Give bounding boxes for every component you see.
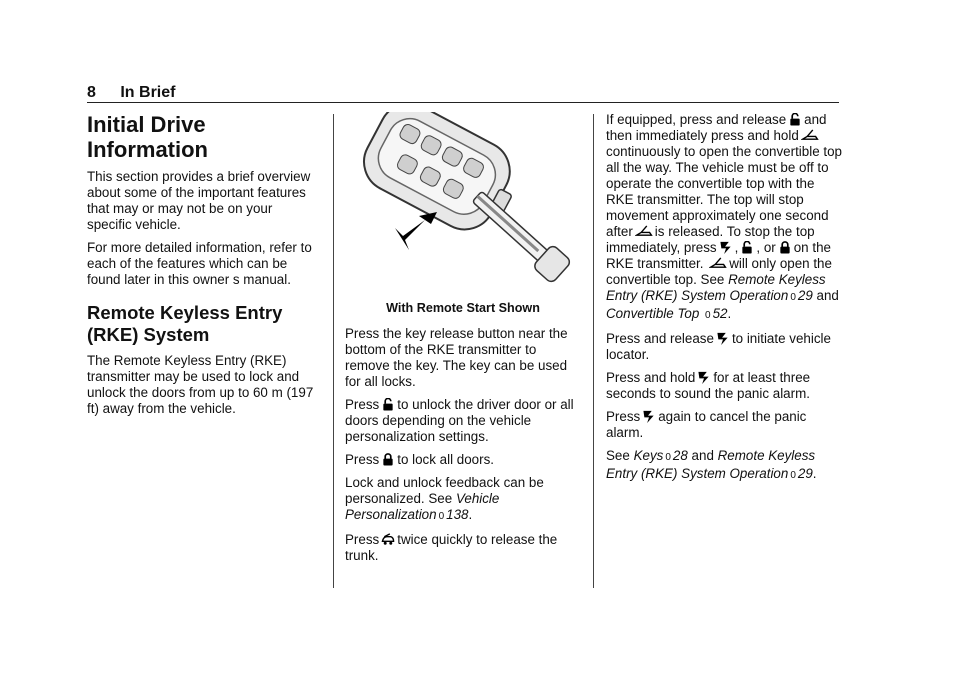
trunk-text-b: twice quickly to release the trunk. [345, 532, 558, 563]
convertible-top-icon [635, 225, 653, 238]
page-title-line-2: Information [87, 137, 208, 162]
vehicle-locator-panic-icon [642, 410, 656, 423]
key-fob-illustration [345, 112, 581, 294]
figure-caption: With Remote Start Shown [386, 301, 540, 315]
conv-text-f: , or [756, 240, 776, 255]
convertible-paragraph [606, 112, 842, 324]
column-2 [345, 112, 581, 571]
column-1 [87, 112, 319, 424]
page-ref[interactable]: 29 [797, 288, 813, 303]
lock-text-a: Press [345, 452, 380, 467]
detail-paragraph: For more detailed information, refer to each of the features which can be found later in this owner s manual. [87, 240, 312, 287]
rke-heading [87, 302, 319, 346]
panic-text-a: Press and hold [606, 370, 696, 385]
and-text: and [816, 288, 839, 303]
unlock-text-a: Press [345, 397, 380, 412]
unlock-paragraph [345, 397, 581, 445]
unlock-text-b: to unlock the driver door or all doors depending on the vehicle personalization settings. [345, 397, 574, 444]
column-divider-2 [593, 114, 594, 588]
cancel-text-b: again to cancel the panic alarm. [606, 409, 807, 440]
key-fob-drawing [345, 112, 581, 294]
page-arrow: 0 [790, 292, 796, 303]
period: . [727, 306, 732, 321]
conv-text-a: If equipped, press and release [606, 112, 787, 127]
intro-paragraph: This section provides a brief overview about some of the important features that may or may not be on your specific vehicle. [87, 169, 311, 232]
lock-icon [381, 453, 395, 466]
column-3 [606, 112, 842, 491]
cancel-panic-paragraph [606, 409, 842, 441]
vehicle-locator-panic-icon [719, 241, 733, 254]
keys-link[interactable]: Keys [633, 448, 664, 463]
page-ref[interactable]: 29 [797, 466, 813, 481]
unlock-icon [788, 113, 802, 126]
locator-text-a: Press and release [606, 331, 714, 346]
unlock-icon [740, 241, 754, 254]
locator-text-b: to initiate vehicle locator. [606, 331, 831, 362]
locator-paragraph [606, 331, 842, 363]
page-arrow: 0 [705, 310, 711, 321]
convertible-top-icon [801, 129, 819, 142]
vehicle-personalization-link[interactable]: Vehicle Personalization [345, 491, 500, 522]
conv-text-h: will only open the convertible top. See [606, 256, 832, 287]
see-text: See [606, 448, 630, 463]
feedback-text: Lock and unlock feedback can be personalized. See [345, 475, 544, 506]
feedback-paragraph [345, 475, 581, 525]
page-ref[interactable]: 52 [712, 306, 728, 321]
trunk-paragraph [345, 532, 581, 564]
page-title [87, 112, 319, 162]
convertible-top-icon [709, 257, 727, 270]
lock-text-b: to lock all doors. [397, 452, 494, 467]
page-ref[interactable]: 138 [446, 507, 469, 522]
convertible-top-link[interactable]: Convertible Top [606, 306, 700, 321]
page-arrow: 0 [438, 511, 445, 522]
page-number: 8 [87, 84, 96, 101]
trunk-text-a: Press [345, 532, 380, 547]
page-ref[interactable]: 28 [672, 448, 688, 463]
conv-text-c: continuously to open the convertible top all the way. The vehicle must be off to operate the convertible top with the RKE transmitter. The top will stop movement approximately one second after [606, 144, 842, 239]
rke-heading-line-2: (RKE) System [87, 324, 210, 345]
page-header [87, 84, 175, 102]
period: . [812, 466, 817, 481]
panic-paragraph [606, 370, 842, 402]
trunk-release-icon [381, 533, 395, 546]
period: . [468, 507, 473, 522]
and-text: and [691, 448, 714, 463]
rke-heading-line-1: Remote Keyless Entry [87, 302, 283, 323]
comma: , [734, 240, 739, 255]
lock-icon [778, 241, 792, 254]
page-arrow: 0 [665, 452, 671, 463]
key-release-paragraph: Press the key release button near the bottom of the RKE transmitter to remove the key. The key can be used for all locks. [345, 326, 568, 389]
conv-text-d: is released. To stop the top immediately, press [606, 224, 815, 255]
lock-paragraph [345, 452, 581, 468]
see-also-paragraph [606, 448, 842, 484]
vehicle-locator-panic-icon [697, 371, 711, 384]
header-rule [87, 102, 839, 103]
rke-operation-link[interactable]: Remote Keyless Entry (RKE) System Operation [606, 272, 826, 303]
column-divider-1 [333, 114, 334, 588]
rke-operation-link[interactable]: Remote Keyless Entry (RKE) System Operation [606, 448, 816, 481]
cancel-text-a: Press [606, 409, 641, 424]
section-title: In Brief [120, 84, 176, 101]
page-title-line-1: Initial Drive [87, 112, 206, 137]
panic-text-b: for at least three seconds to sound the panic alarm. [606, 370, 811, 401]
vehicle-locator-panic-icon [716, 332, 730, 345]
unlock-icon [381, 398, 395, 411]
conv-text-g: on the RKE transmitter. [606, 240, 831, 271]
conv-text-b: and then immediately press and hold [606, 112, 827, 143]
page-arrow: 0 [790, 470, 796, 481]
rke-paragraph: The Remote Keyless Entry (RKE) transmitter may be used to lock and unlock the doors from up to 60 m (197 ft) away from the vehicle. [87, 353, 314, 416]
